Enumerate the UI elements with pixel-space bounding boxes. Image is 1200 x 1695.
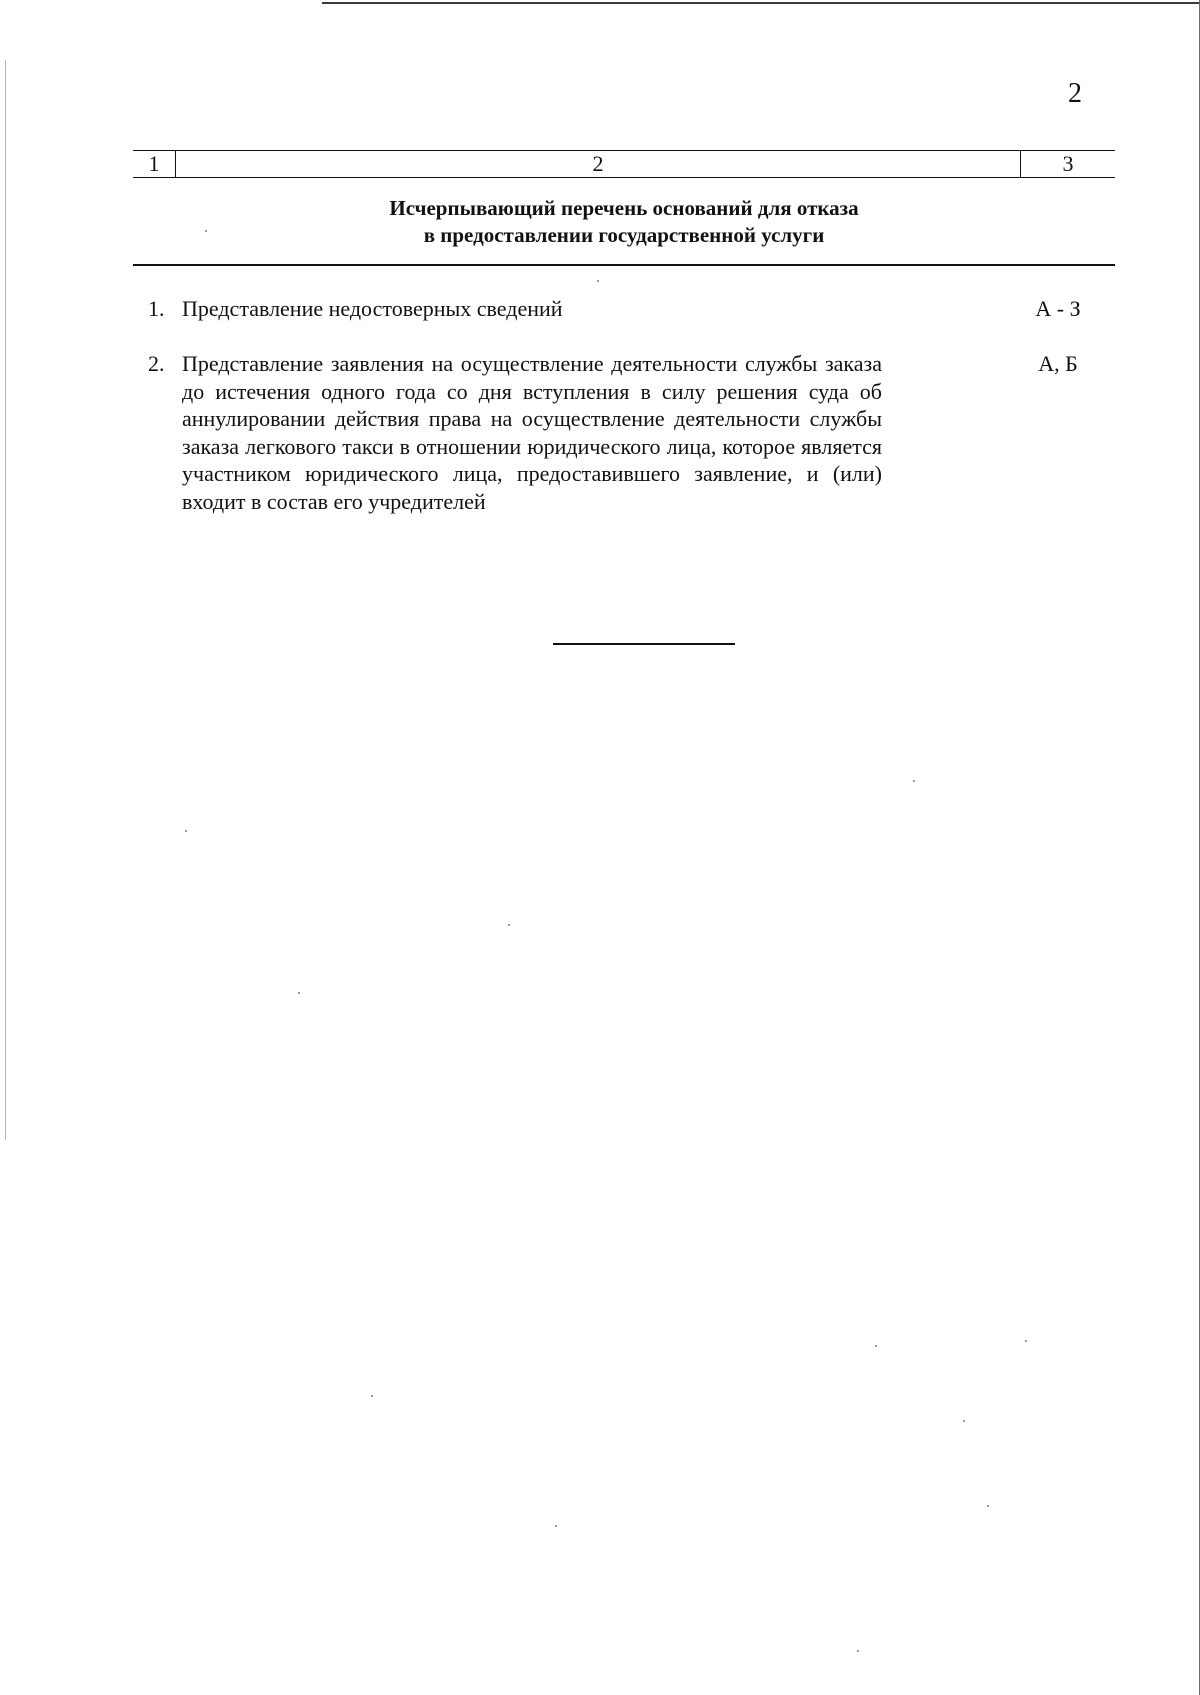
section-title xyxy=(133,195,1115,249)
header-col-3: 3 xyxy=(1062,151,1074,176)
scan-speck xyxy=(555,1525,557,1527)
scan-speck xyxy=(508,924,510,926)
scan-speck xyxy=(963,1420,965,1422)
table-header-row xyxy=(133,150,1115,178)
header-col-2: 2 xyxy=(175,151,1021,177)
item-number: 1. xyxy=(148,296,165,321)
item-text: Представление заявления на осуществление деятельности службы заказа до истечения одного года со дня вступления в силу решения суда об аннулировании действия права на осуществление деятельности службы заказа легкового такси в отношении юридического лица, которое является участником юридического лица, предоставившего заявление, и (или) входит в состав его учредителей xyxy=(182,351,882,514)
end-of-section-rule xyxy=(553,643,735,645)
scan-speck xyxy=(371,1395,373,1397)
item-text: Представление недостоверных сведений xyxy=(182,296,563,321)
scan-speck xyxy=(987,1505,989,1507)
scan-speck xyxy=(205,230,207,232)
scan-speck xyxy=(298,992,300,994)
scan-speck xyxy=(913,780,915,782)
page-number: 2 xyxy=(1068,78,1082,109)
section-title-line-1: Исчерпывающий перечень оснований для отказа xyxy=(389,196,859,220)
scan-speck xyxy=(185,830,187,832)
section-divider xyxy=(133,264,1115,266)
item-codes: А - З xyxy=(1035,296,1081,321)
scan-speck xyxy=(1025,1340,1027,1342)
item-number: 2. xyxy=(148,351,165,376)
header-col-1: 1 xyxy=(148,151,160,176)
scan-speck xyxy=(875,1345,877,1347)
section-title-line-2: в предоставлении государственной услуги xyxy=(423,223,825,247)
scan-speck xyxy=(857,1650,859,1652)
item-codes: А, Б xyxy=(1038,351,1078,376)
scan-edge-left xyxy=(5,60,6,1140)
scan-edge-top xyxy=(322,2,1200,4)
scan-speck xyxy=(597,280,599,282)
